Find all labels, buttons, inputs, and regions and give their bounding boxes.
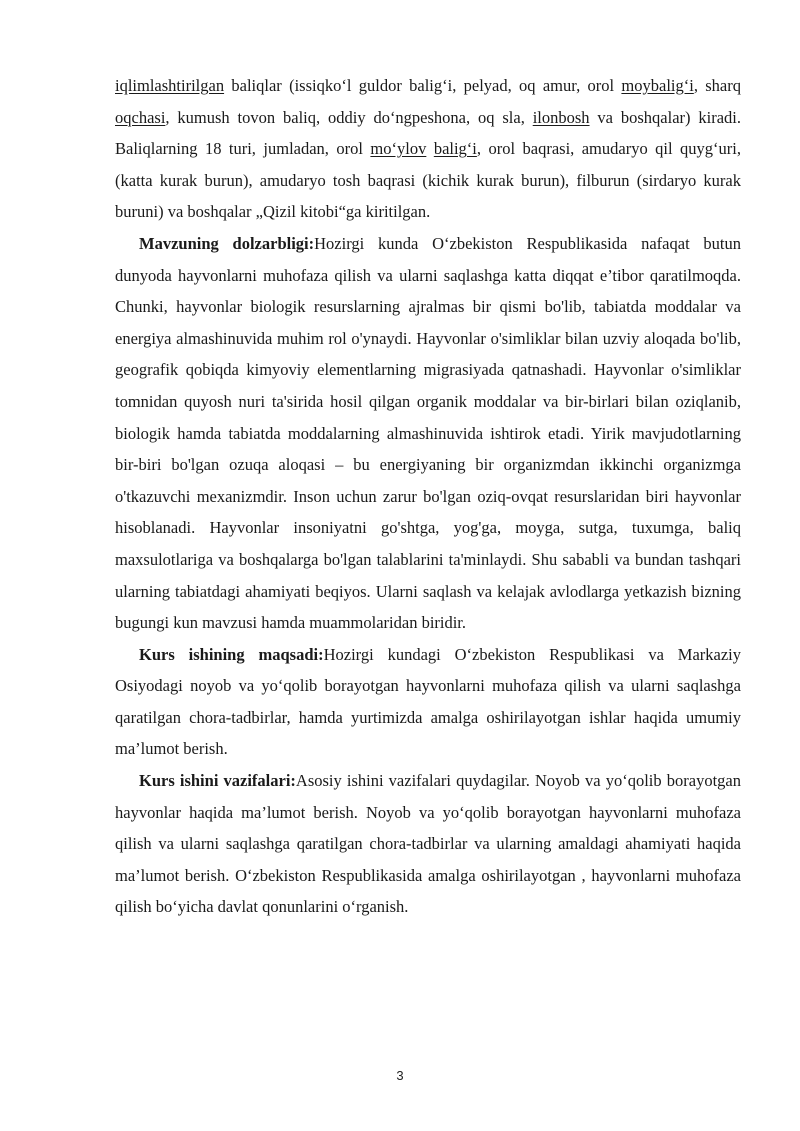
relevance-text: Hozirgi kunda O‘zbekiston Respublikasida nafaqat butun dunyoda hayvonlarni muhofaza qilish va ularni saqlashga katta diqqat e’tibor qaratilmoqda. Chunki, hayvonlar biologik resurslarning ajralmas bir qismi bo'lib, tabiatda moddalar va energiya almashinuvida muhim rol o'ynaydi. Hayvonlar o'simliklar bilan uzviy aloqada bo'lib, geografik qobiqda kimyoviy elementlarning migrasiyada qatnashadi. Hayvonlar o'simliklar tomnidan quyosh nuri ta'sirida hosil qilgan organik moddalar va bir-birlari bilan oziqlanib, biologik hamda tabiatda moddalarning almashinuvida ishtirok etadi. Yirik mavjudotlarning bir-biri bo'lgan ozuqa aloqasi – bu energiyaning bir organizmdan ikkinchi organizmga o'tkazuvchi mexanizmdir. Inson uchun zarur bo'lgan oziq-ovqat resurslaridan biri hayvonlar hisoblanadi. Hayvonlar insoniyatni go'shtga, yog'ga, moyga, sutga, tuxumga, baliq maxsulotlariga va boshqalarga bo'lgan talablarini ta'minlaydi. Shu sababli va bundan tashqari ularning tabiatdagi ahamiyati beqiyos. Ularni saqlash va kelajak avlodlarga yetkazish bizning bugungi kun mavzusi hamda muammolaridan biridir. xyxy=(115,233,742,633)
goal-text: Hozirgi kundagi O‘zbekiston Respublikasi va Markaziy Osiyodagi noyob va yo‘qolib borayotgan hayvonlarni muhofaza qilish va ularni saqlashga qaratilgan chora-tadbirlar, hamda yurtimizda amalga oshirilayotgan ishlar haqida umumiy ma’lumot berish. xyxy=(115,644,741,759)
link-ilonbosh[interactable]: ilonbosh xyxy=(532,107,590,127)
link-moylov[interactable]: mo‘ylov xyxy=(370,139,427,159)
text-fragment: , kumush tovon baliq, oddiy do‘ngpeshona, oq sla, xyxy=(165,107,533,127)
text-fragment: baliqlar (issiqko‘l guldor balig‘i, pelyad, oq amur, orol xyxy=(224,76,622,95)
text-fragment: va boshqalar) kiradi. Baliqlarning 18 turi, jumladan, orol xyxy=(115,107,741,159)
paragraph-tasks xyxy=(115,765,741,923)
link-oqchasi[interactable]: oqchasi xyxy=(115,107,166,127)
page-number: 3 xyxy=(396,1068,404,1083)
paragraph-fish-list xyxy=(115,70,741,228)
tasks-text: Asosiy ishini vazifalari quydagilar. Noyob va yo‘qolib borayotgan hayvonlar haqida ma’lumot berish. Noyob va yo‘qolib borayotgan hayvonlarni muhofaza qilish va ularni saqlashga qaratilgan chora-tadbirlar va ularning amaldagi ahamiyati haqida ma’lumot berish. O‘zbekiston Respublikasida amalga oshirilayotgan , hayvonlarni muhofaza qilish bo‘yicha davlat qonunlarini o‘rganish. xyxy=(115,771,741,917)
text-fragment xyxy=(426,139,433,158)
text-fragment: , sharq xyxy=(693,76,741,95)
heading-tasks: Kurs ishini vazifalari: xyxy=(139,771,296,791)
paragraph-relevance xyxy=(115,228,741,639)
heading-goal: Kurs ishining maqsadi: xyxy=(139,644,324,664)
document-page xyxy=(115,70,741,923)
paragraph-goal xyxy=(115,639,741,765)
heading-relevance: Mavzuning dolzarbligi: xyxy=(139,233,315,253)
text-fragment: , orol baqrasi, amudaryo qil quyg‘uri, (katta kurak burun), amudaryo tosh baqrasi (kichik kurak burun), filburun (sirdaryo kurak buruni) va boshqalar „Qizil kitobi“ga kiritilgan. xyxy=(115,139,741,222)
link-baligi[interactable]: balig‘i xyxy=(433,139,477,159)
link-moybaligi[interactable]: moybalig‘i xyxy=(621,76,694,95)
link-iqlimlashtirilgan[interactable]: iqlimlashtirilgan xyxy=(115,76,225,95)
